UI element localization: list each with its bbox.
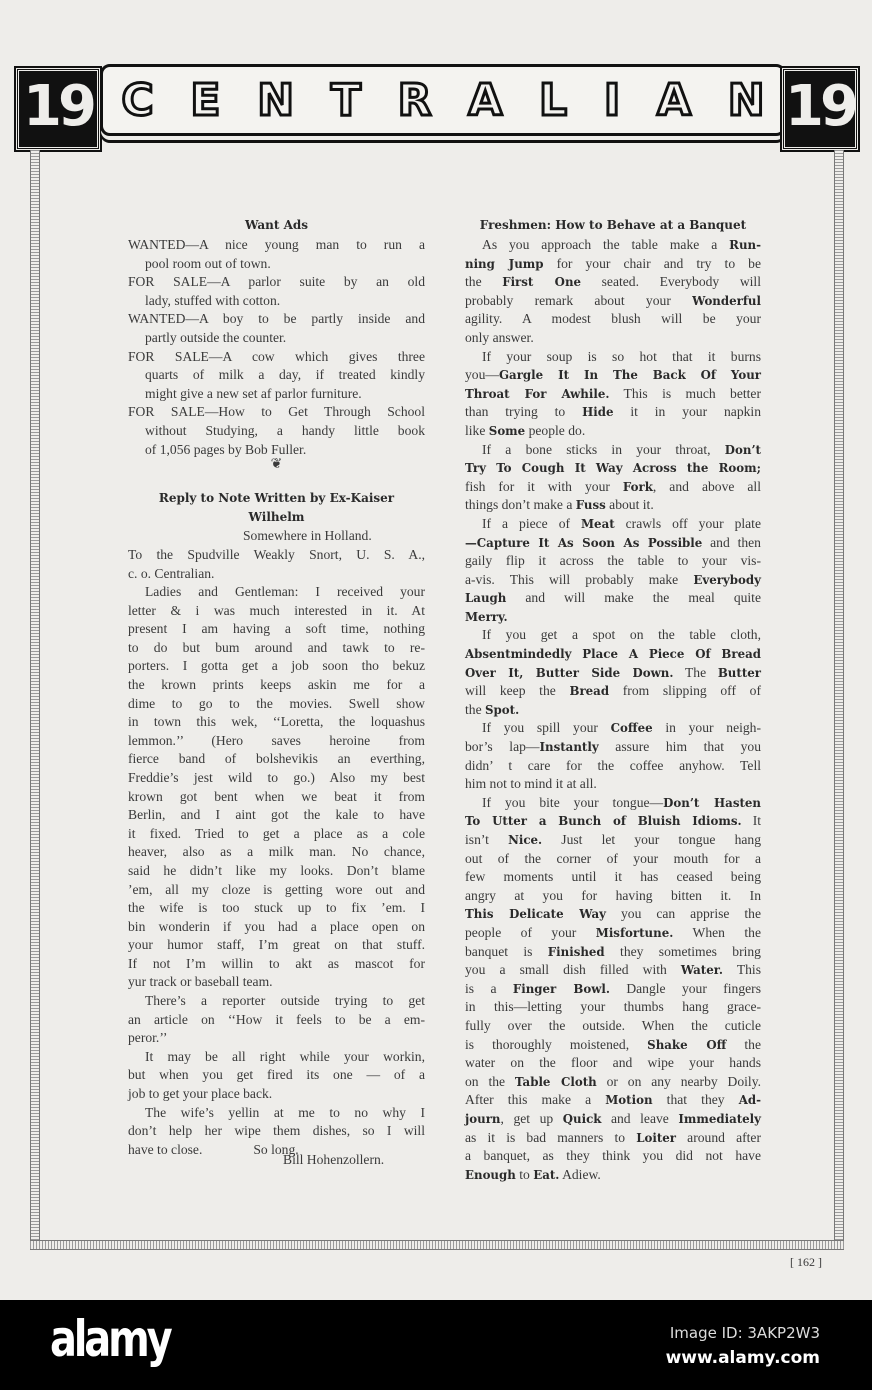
text-segment: If you spill your	[482, 720, 611, 736]
text-line	[465, 701, 761, 720]
paragraph	[465, 348, 761, 441]
text-line: FOR SALE—How to Get Through School	[128, 404, 425, 420]
paragraph	[128, 992, 425, 1048]
bold-phrase: Finger Bowl.	[512, 981, 610, 996]
text-segment: seated. Everybody will	[581, 274, 761, 290]
text-line	[465, 496, 761, 515]
text-line: krown got bent when we beat it from	[128, 788, 425, 804]
text-segment: people do.	[525, 422, 586, 438]
reply-title-line: Reply to Note Written by Ex-Kaiser	[158, 491, 395, 505]
text-segment: and will make the meal quite	[506, 590, 761, 606]
bold-phrase: Table Cloth	[514, 1074, 597, 1089]
bold-phrase: Misfortune.	[595, 925, 674, 940]
frame-right-border	[834, 150, 844, 1246]
text-segment: things don’t make a	[465, 497, 576, 513]
text-segment: you—	[465, 367, 499, 383]
text-line: letter & i was much interested in it. At	[128, 602, 425, 618]
title-letter: I	[603, 74, 621, 126]
text-line: dime to go to the movies. Swell show	[128, 695, 425, 711]
bold-phrase: Fuss	[575, 498, 606, 513]
text-line	[465, 738, 761, 757]
text-line	[465, 1166, 761, 1185]
text-line: your humor staff, I’m great on that stuff.	[128, 937, 425, 953]
text-line	[465, 478, 761, 497]
title-letter: A	[656, 74, 692, 126]
text-line: the wife is too stuck up to fix ’em. I	[128, 900, 425, 916]
text-segment: If a piece of	[482, 515, 581, 531]
text-line: said he didn’t like my looks. Don’t blame	[128, 862, 425, 878]
title-letter: N	[257, 74, 295, 126]
text-line	[465, 422, 761, 441]
text-segment: around after	[676, 1129, 761, 1145]
text-segment: as it is bad manners to	[465, 1129, 637, 1145]
paragraph	[465, 441, 761, 515]
text-line: job to get your place back.	[128, 1086, 273, 1102]
title-letter: N	[727, 74, 765, 126]
paragraph	[128, 310, 425, 347]
text-segment: like	[465, 422, 489, 438]
text-line: don’t help her wipe them dishes, so I will	[128, 1123, 425, 1139]
text-segment: It	[741, 813, 762, 829]
title-letter: C	[121, 74, 154, 126]
paragraph	[128, 273, 425, 310]
text-segment: , and above all	[652, 478, 761, 494]
bold-phrase: Coffee	[610, 721, 653, 736]
bold-phrase: Quick	[562, 1111, 602, 1126]
text-segment: crawls off your plate	[614, 515, 761, 531]
text-line	[465, 905, 761, 924]
text-line	[465, 812, 761, 831]
paragraph	[465, 626, 761, 719]
ornament-icon: ❦	[270, 457, 283, 472]
text-line	[465, 589, 761, 608]
text-line: an article on ‘‘How it feels to be a em-	[128, 1011, 425, 1027]
text-line	[465, 608, 761, 627]
reply-title-line: Wilhelm	[248, 510, 305, 524]
title-letter: R	[397, 74, 432, 126]
text-line: water on the floor and wipe your hands	[465, 1055, 761, 1071]
text-segment: Dangle your fingers	[609, 980, 761, 996]
text-line: It may be all right while your workin,	[145, 1048, 425, 1064]
text-line	[465, 255, 761, 274]
address-line: To the Spudville Weakly Snort, U. S. A.,	[128, 547, 425, 562]
text-line	[465, 719, 761, 738]
text-segment: After this make a	[465, 1092, 606, 1108]
text-line: bin wonderin if you had a place open on	[128, 918, 425, 934]
text-segment: is a	[465, 980, 513, 996]
text-line: Ladies and Gentleman: I received your	[145, 584, 425, 599]
bold-phrase: Try To Cough It Way Across the Room;	[465, 461, 761, 476]
bold-phrase: Gargle It In The Back Of Your	[498, 368, 761, 383]
text-line: heaver, also as a milk man. No chance,	[128, 844, 425, 860]
text-line: it fixed. Tried to get a place as a cole	[128, 825, 425, 841]
bold-phrase: Some	[488, 423, 526, 438]
text-segment: Adiew.	[559, 1166, 601, 1182]
text-line: Freddie’s jest wild to go.) Also my best	[128, 769, 425, 785]
text-segment: you a small dish filled with	[465, 962, 681, 978]
text-line	[465, 366, 761, 385]
text-segment: than trying to	[465, 404, 583, 420]
text-line: WANTED—A boy to be partly inside and	[128, 311, 425, 327]
text-line: If not I’m willin to akt as mascot for	[128, 955, 425, 971]
text-line: gaily flip it across the table to your vis-	[465, 553, 761, 569]
letter-place: Somewhere in Holland.	[243, 528, 372, 543]
text-segment: you can apprise the	[606, 906, 761, 922]
text-line: might give a new set af parlor furniture.	[145, 385, 362, 401]
bold-phrase: Finished	[547, 944, 605, 959]
text-segment: fish for it with your	[465, 478, 623, 494]
text-line: didn’ t care for the coffee anyhow. Tell	[465, 757, 761, 773]
bold-phrase: Wonderful	[692, 293, 761, 308]
paragraph	[465, 515, 761, 627]
year-box-left: 19	[16, 68, 100, 150]
text-line: a banquet, as they think you did not have	[465, 1148, 761, 1164]
text-line: few moments until it has ceased being	[465, 869, 761, 885]
bold-phrase: Water.	[680, 963, 723, 978]
banquet-title: Freshmen: How to Behave at a Banquet	[479, 218, 747, 232]
text-line: in town this wek, ‘‘Loretta, the loquashus	[128, 714, 425, 730]
reply-title	[128, 489, 425, 527]
text-line	[465, 459, 761, 478]
text-line	[465, 682, 761, 701]
text-line	[465, 292, 761, 311]
text-line: fully over the outside. When the cuticle	[465, 1017, 761, 1033]
bold-phrase: To Utter a Bunch of Bluish Idioms.	[465, 814, 742, 829]
text-line	[465, 1129, 761, 1148]
bold-phrase: Immediately	[678, 1111, 762, 1126]
text-segment: from slipping off of	[609, 683, 761, 699]
text-segment: a-vis. This will probably make	[465, 571, 694, 587]
paragraph	[128, 348, 425, 404]
bold-phrase: Throat For Awhile.	[465, 386, 610, 401]
text-segment: Just let your tongue hang	[542, 832, 761, 847]
text-segment: When the	[673, 924, 762, 940]
bold-phrase: Fork	[622, 479, 653, 494]
letter-body	[128, 583, 425, 1159]
text-line: porters. I gotta get a job soon tho bekuz	[128, 658, 425, 674]
text-line: yur track or baseball team.	[128, 974, 273, 990]
bold-phrase: Don’t	[724, 442, 761, 457]
text-line: angry at you for having bitten it. In	[465, 887, 761, 903]
bold-phrase: journ	[465, 1111, 501, 1126]
text-segment: isn’t	[465, 832, 509, 847]
text-line: have to close. So long.	[128, 1141, 299, 1157]
text-segment: the	[465, 274, 503, 290]
text-line: of 1,056 pages by Bob Fuller.	[145, 441, 307, 457]
text-segment: and leave	[601, 1110, 679, 1126]
watermark-bar	[0, 1300, 872, 1390]
bold-phrase: Ad-	[738, 1093, 762, 1108]
text-line	[465, 515, 761, 534]
text-line: FOR SALE—A cow which gives three	[128, 348, 425, 364]
bold-phrase: Bread	[569, 684, 610, 699]
text-line: FOR SALE—A parlor suite by an old	[128, 274, 425, 290]
text-line	[465, 980, 761, 999]
bold-phrase: Don’t Hasten	[663, 795, 761, 810]
text-segment: and then	[702, 534, 761, 550]
bold-phrase: Eat.	[533, 1167, 560, 1182]
text-line: only answer.	[465, 329, 534, 345]
text-line: If you get a spot on the table cloth,	[482, 627, 761, 643]
text-segment: it in your napkin	[613, 404, 761, 420]
text-line: fierce band of bolshevikis an everthing,	[128, 751, 425, 767]
bold-phrase: Meat	[581, 516, 615, 531]
text-segment: to	[515, 1166, 534, 1182]
text-segment: This	[722, 962, 761, 978]
text-line	[465, 571, 761, 590]
text-line	[465, 831, 761, 850]
bold-phrase: Run-	[729, 238, 761, 252]
text-line	[465, 645, 761, 664]
bold-phrase: Instantly	[539, 740, 599, 755]
text-segment: As you approach the table make a	[482, 237, 730, 252]
bold-phrase: First One	[502, 275, 582, 290]
paragraph	[465, 719, 761, 793]
text-segment: is thoroughly moistened,	[465, 1036, 648, 1052]
bold-phrase: This Delicate Way	[465, 907, 607, 922]
text-line: peror.’’	[128, 1030, 168, 1046]
watermark-url: www.alamy.com	[665, 1348, 820, 1368]
letter-signature: Bill Hohenzollern.	[283, 1152, 385, 1167]
text-line	[465, 534, 761, 553]
text-line	[465, 1036, 761, 1055]
title-letter: A	[468, 74, 503, 126]
image-id: Image ID: 3AKP2W3	[669, 1324, 820, 1342]
text-line	[465, 1091, 761, 1110]
text-segment: they sometimes bring	[604, 943, 761, 959]
address-line: c. o. Centralian.	[128, 565, 215, 581]
text-line: lemmon.’’ (Hero saves heroine from	[128, 732, 425, 748]
bold-phrase: Everybody	[693, 572, 761, 587]
text-line: pool room out of town.	[145, 255, 271, 271]
paragraph	[465, 794, 761, 1184]
bold-phrase: ning Jump	[465, 256, 544, 271]
paragraph	[128, 1048, 425, 1104]
centralian-title-banner	[100, 64, 786, 136]
text-segment: about it.	[605, 497, 654, 513]
text-segment: for your chair and try to be	[543, 255, 761, 271]
text-line: to do but bum around and tawk to re-	[128, 639, 425, 655]
text-segment: the	[726, 1036, 761, 1052]
text-line	[465, 1110, 761, 1129]
want-ads-title: Want Ads	[244, 218, 309, 232]
text-line: lady, stuffed with cotton.	[145, 292, 281, 308]
text-line: out of the corner of your mouth for a	[465, 850, 761, 866]
text-line: present I am having a soft time, nothing	[128, 621, 425, 637]
page-number: [ 162 ]	[790, 1255, 822, 1269]
text-segment: probably remark about your	[465, 292, 693, 308]
want-ads-list	[128, 236, 425, 459]
paragraph	[128, 403, 425, 459]
text-segment: This is much better	[609, 385, 761, 401]
text-segment: , get up	[500, 1110, 563, 1126]
text-segment: that they	[652, 1092, 739, 1108]
text-line: in this—letting your thumbs hang grace-	[465, 999, 761, 1015]
text-line	[465, 1073, 761, 1092]
text-line	[465, 943, 761, 962]
text-segment: bor’s lap—	[465, 739, 540, 755]
text-line	[465, 403, 761, 422]
text-segment: or on any nearby Doily.	[596, 1073, 762, 1089]
text-line: quarts of milk a day, if treated kindly	[145, 367, 425, 383]
bold-phrase: Loiter	[636, 1130, 677, 1145]
text-line: Berlin, and I aint got the kale to have	[128, 807, 425, 823]
bold-phrase: Butter	[717, 665, 761, 680]
text-line: agility. A modest blush will be your	[465, 311, 761, 327]
text-line	[465, 961, 761, 980]
text-line	[465, 385, 761, 404]
text-line	[465, 794, 761, 813]
text-line	[465, 441, 761, 460]
text-line: without Studying, a handy little book	[145, 422, 425, 438]
banquet-body	[465, 236, 761, 1184]
text-segment: If a bone sticks in your throat,	[482, 441, 725, 457]
text-segment: in your neigh-	[652, 720, 762, 736]
text-line: The wife’s yellin at me to no why I	[145, 1104, 425, 1120]
text-segment: on the	[465, 1073, 515, 1089]
text-line: but when you get fired its one — of a	[128, 1067, 425, 1083]
bold-phrase: Spot.	[485, 702, 520, 717]
text-segment: If you bite your tongue—	[482, 794, 664, 810]
bold-phrase: Absentmindedly Place A Piece Of Bread	[465, 647, 761, 662]
title-letter: L	[539, 74, 568, 126]
text-line	[465, 236, 761, 255]
title-letter: E	[190, 74, 221, 126]
text-line: There’s a reporter outside trying to get	[145, 993, 425, 1009]
paragraph	[128, 583, 425, 992]
text-line: the krown prints keeps askin me for a	[128, 676, 425, 692]
text-segment: The	[673, 664, 718, 680]
bold-phrase: Nice.	[508, 833, 543, 847]
bold-phrase: Enough	[465, 1167, 516, 1182]
bold-phrase: Shake Off	[647, 1037, 727, 1052]
bold-phrase: Hide	[582, 405, 614, 420]
text-line: partly outside the counter.	[145, 329, 287, 345]
title-letter: T	[330, 74, 361, 126]
text-line: him not to mind it at all.	[465, 776, 597, 792]
text-segment: banquet is	[465, 943, 548, 959]
bold-phrase: Over It, Butter Side Down.	[465, 665, 674, 680]
frame-left-border	[30, 150, 40, 1246]
text-line	[465, 664, 761, 683]
paragraph	[465, 236, 761, 348]
text-line	[465, 273, 761, 292]
bold-phrase: Laugh	[465, 591, 507, 606]
text-line: WANTED—A nice young man to run a	[128, 237, 425, 252]
text-segment: people of your	[465, 924, 596, 940]
text-segment: assure him that you	[598, 739, 761, 755]
text-segment: the	[465, 701, 486, 717]
text-segment: will keep the	[465, 683, 570, 699]
letter-address	[128, 546, 425, 583]
bold-phrase: —Capture It As Soon As Possible	[465, 535, 703, 550]
bold-phrase: Merry.	[465, 609, 508, 624]
paragraph	[128, 236, 425, 273]
year-box-right: 19	[782, 68, 858, 150]
frame-bottom-border	[30, 1240, 844, 1250]
text-line: ’em, all my cloze is getting wore out and	[128, 881, 425, 897]
text-line	[465, 924, 761, 943]
alamy-logo: alamy	[50, 1310, 170, 1368]
bold-phrase: Motion	[605, 1093, 653, 1108]
text-line: If your soup is so hot that it burns	[482, 348, 761, 364]
